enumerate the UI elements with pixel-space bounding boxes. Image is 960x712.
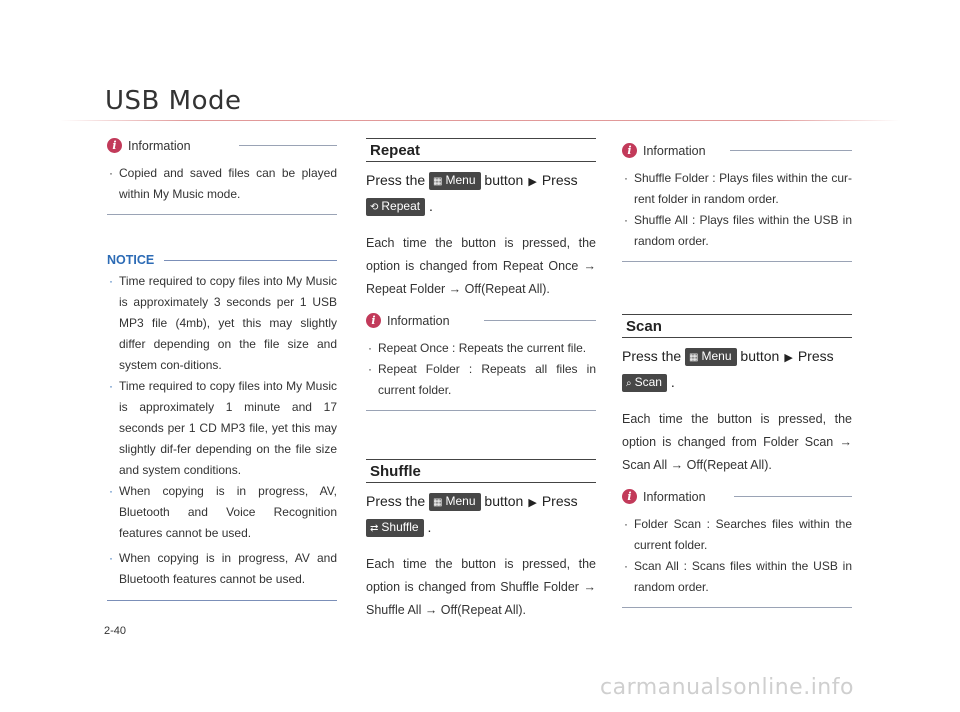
info-header — [622, 489, 852, 504]
menu-button[interactable]: ▦ Menu — [429, 493, 480, 511]
column-middle — [366, 138, 596, 622]
repeat-description: Each time the button is pressed, the option is changed from Repeat Once → Repeat Folder → Off(Repeat All). — [366, 236, 596, 296]
shuffle-icon: ⇄ — [370, 523, 379, 534]
list-item: · Repeat Once : Repeats the current file. — [368, 341, 587, 355]
repeat-button[interactable]: ⟲ Repeat — [366, 198, 425, 216]
scan-heading: Scan — [622, 314, 852, 338]
title-divider — [60, 120, 900, 121]
info-title: Information — [643, 489, 706, 504]
info-icon: i — [622, 143, 637, 158]
header-line — [734, 496, 852, 497]
list-item: · Time required to copy files into My Music is approximately 3 seconds per 1 USB MP3 file (4mb), yet this may slightly differ depending on the file size and system con-ditions. — [109, 274, 337, 372]
page-number: 2-40 — [104, 625, 127, 637]
scan-description: Each time the button is pressed, the option is changed from Folder Scan → Scan All → Off(Repeat All). — [622, 412, 852, 472]
section-divider — [107, 600, 337, 601]
arrow-right-icon: ▶ — [784, 352, 793, 364]
section-divider — [622, 261, 852, 262]
repeat-instruction: Press the ▦ Menu button ▶ Press ⟲ Repeat . — [366, 172, 578, 214]
info-list — [107, 163, 337, 205]
info-list — [622, 168, 852, 252]
arrow-right-icon: ▶ — [528, 497, 537, 509]
shuffle-instruction: Press the ▦ Menu button ▶ Press ⇄ Shuffle . — [366, 493, 578, 535]
scan-icon: ⌕ — [626, 378, 632, 389]
header-line — [164, 260, 337, 261]
info-title: Information — [387, 313, 450, 328]
page-title: USB Mode — [105, 86, 242, 116]
shuffle-description: Each time the button is pressed, the option is changed from Shuffle Folder → Shuffle All → Off(Repeat All). — [366, 557, 596, 617]
notice-title: NOTICE — [107, 253, 155, 267]
list-item: · When copying is in progress, AV and Bluetooth features cannot be used. — [109, 551, 337, 586]
column-left — [107, 138, 337, 601]
info-header — [622, 143, 852, 158]
menu-icon: ▦ — [433, 176, 443, 187]
header-line — [239, 145, 337, 146]
info-header — [366, 313, 596, 328]
shuffle-heading: Shuffle — [366, 459, 596, 483]
info-title: Information — [128, 138, 191, 153]
header-line — [730, 150, 852, 151]
scan-button[interactable]: ⌕ Scan — [622, 374, 667, 392]
section-divider — [366, 410, 596, 411]
info-list — [622, 514, 852, 598]
header-line — [484, 320, 596, 321]
shuffle-button[interactable]: ⇄ Shuffle — [366, 519, 424, 537]
list-item: · Repeat Folder : Repeats all files in current folder. — [368, 362, 596, 397]
info-header — [107, 138, 337, 153]
column-right — [622, 138, 852, 608]
info-icon: i — [366, 313, 381, 328]
repeat-icon: ⟲ — [370, 202, 379, 213]
notice-header — [107, 253, 337, 267]
watermark: carmanualsonline.info — [600, 675, 854, 700]
list-item: · Shuffle All : Plays files within the USB in random order. — [624, 213, 852, 248]
menu-icon: ▦ — [433, 497, 443, 508]
list-item: · Time required to copy files into My Music is approximately 1 minute and 17 seconds per 1 CD MP3 file, yet this may slightly dif-fer depending on the file size and system conditions. — [109, 379, 337, 477]
info-title: Information — [643, 143, 706, 158]
list-item: · Folder Scan : Searches files within the current folder. — [624, 517, 852, 552]
list-item: · Scan All : Scans files within the USB in random order. — [624, 559, 852, 594]
arrow-right-icon: ▶ — [528, 176, 537, 188]
scan-instruction: Press the ▦ Menu button ▶ Press ⌕ Scan . — [622, 348, 834, 390]
menu-button[interactable]: ▦ Menu — [685, 348, 736, 366]
list-item: · Copied and saved files can be played within My Music mode. — [109, 166, 337, 201]
menu-button[interactable]: ▦ Menu — [429, 172, 480, 190]
info-icon: i — [107, 138, 122, 153]
list-item: · Shuffle Folder : Plays files within the cur-rent folder in random order. — [624, 171, 852, 206]
notice-list — [107, 271, 337, 590]
info-icon: i — [622, 489, 637, 504]
repeat-heading: Repeat — [366, 138, 596, 162]
list-item: · When copying is in progress, AV, Bluetooth and Voice Recognition features cannot be used. — [109, 484, 337, 540]
menu-icon: ▦ — [689, 352, 699, 363]
section-divider — [622, 607, 852, 608]
section-divider — [107, 214, 337, 215]
info-list — [366, 338, 596, 401]
